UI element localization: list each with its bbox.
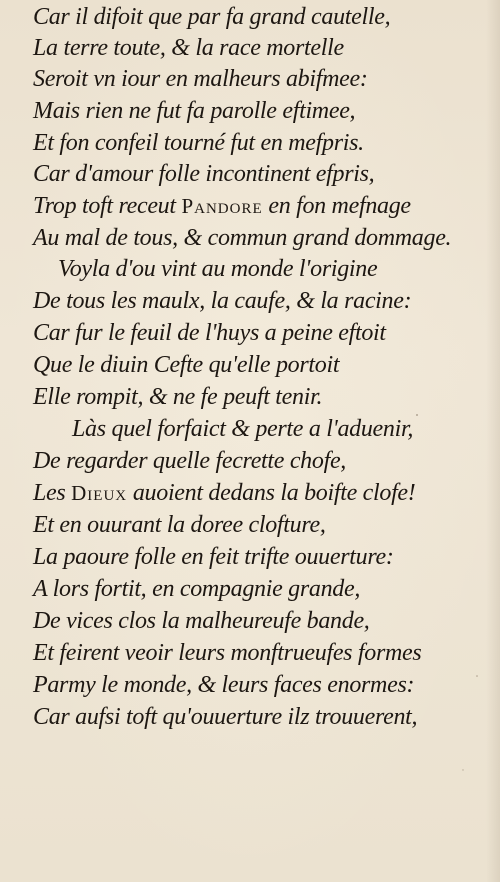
verse-line-16-post: auoient dedans la boifte clofe! (127, 480, 416, 506)
verse-line-14: Làs quel forfaict & perte a l'aduenir, (72, 416, 414, 442)
verse-line-12: Que le diuin Cefte qu'elle portoit (33, 352, 340, 378)
verse-line-5: Et fon confeil tourné fut en mefpris. (33, 130, 364, 156)
verse-line-4: Mais rien ne fut fa parolle eftimee, (33, 98, 356, 124)
verse-line-9: Voyla d'ou vint au monde l'origine (58, 256, 378, 282)
verse-line-16-pre: Les (33, 480, 72, 506)
verse-line-3: Seroit vn iour en malheurs abifmee: (33, 66, 368, 92)
verse-line-17: Et en ouurant la doree clofture, (33, 512, 326, 538)
verse-line-21: Et feirent veoir leurs monftrueufes formes (33, 640, 422, 666)
verse-line-22: Parmy le monde, & leurs faces enormes: (33, 672, 415, 698)
verse-line-7-pre: Trop toft receut (33, 193, 182, 219)
verse-line-20: De vices clos la malheureufe bande, (33, 608, 370, 634)
verse-line-1: Car il difoit que par fa grand cautelle, (33, 4, 391, 30)
verse-line-10: De tous les maulx, la caufe, & la racine: (33, 288, 412, 314)
name-dieux: Dieux (71, 481, 128, 505)
verse-line-19: A lors fortit, en compagnie grande, (33, 576, 361, 602)
verse-line-13: Elle rompit, & ne fe peuft tenir. (33, 384, 323, 410)
verse-line-11: Car fur le feuil de l'huys a peine eftoit (33, 320, 386, 346)
verse-line-18: La paoure folle en feit trifte ouuerture: (33, 544, 394, 570)
verse-line-7-post: en fon mefnage (262, 193, 411, 219)
verse-line-23: Car aufsi toft qu'ouuerture ilz trouuerent, (33, 704, 418, 730)
name-pandore: Pandore (181, 194, 263, 218)
verse-line-8: Au mal de tous, & commun grand dommage. (33, 225, 452, 251)
verse-line-15: De regarder quelle fecrette chofe, (33, 448, 347, 474)
verse-line-2: La terre toute, & la race mortelle (33, 35, 344, 61)
verse-line-6: Car d'amour folle incontinent efpris, (33, 161, 375, 187)
